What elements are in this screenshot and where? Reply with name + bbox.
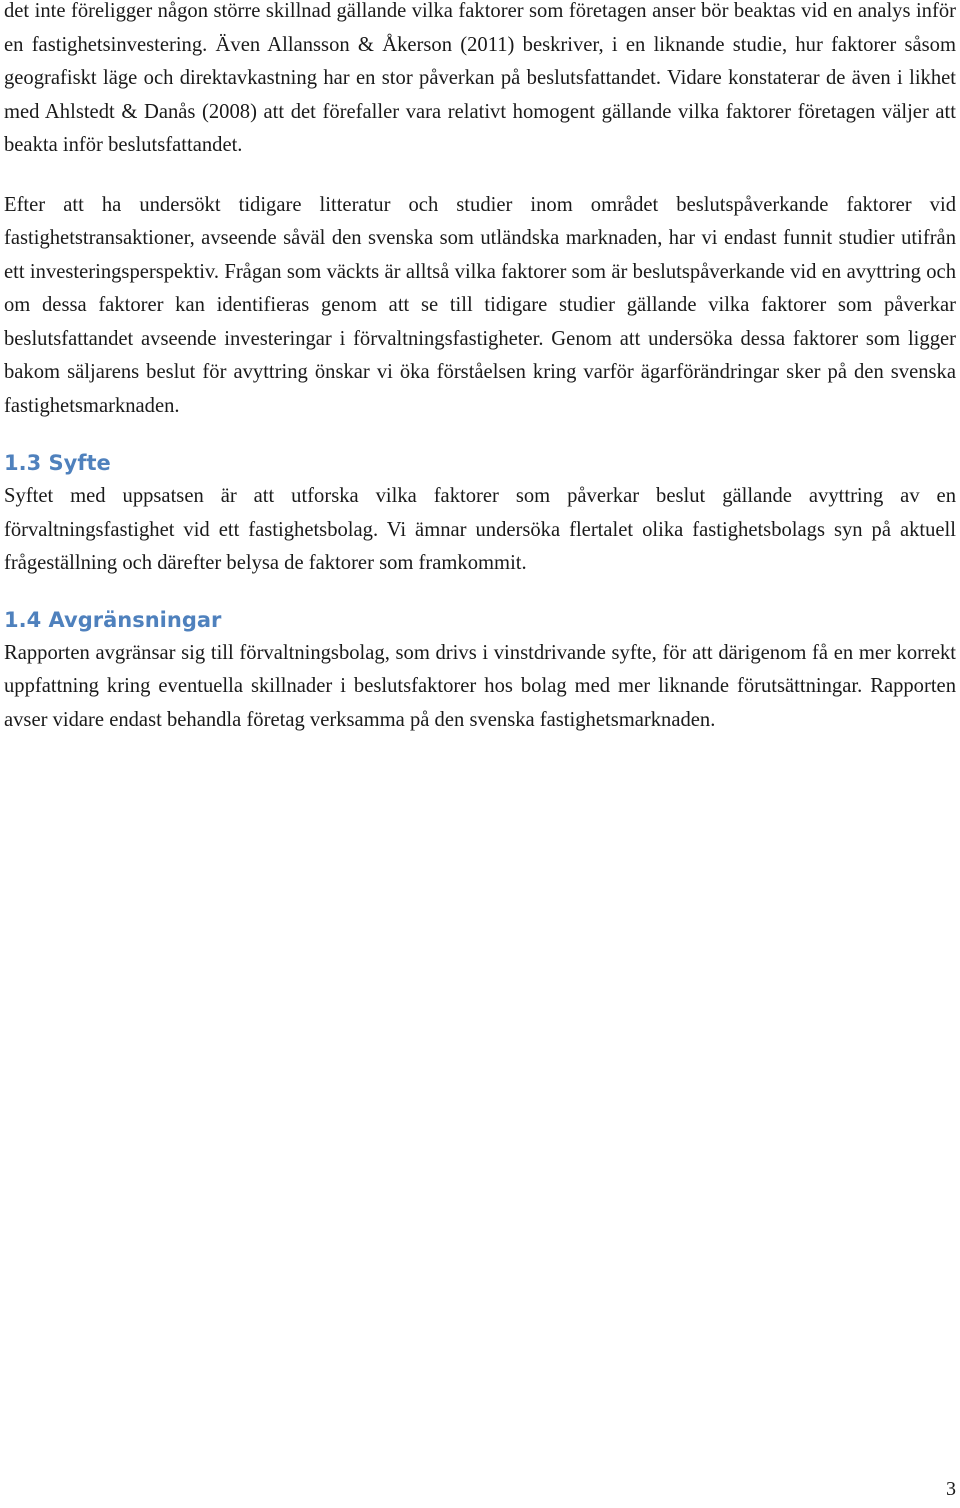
- section-body-avgransningar: Rapporten avgränsar sig till förvaltningsbolag, som drivs i vinstdrivande syfte, för att därigenom få en mer korrekt uppfattning kring eventuella skillnader i beslutsfaktorer hos bolag med mer liknande förutsättningar. Rapporten avser vidare endast behandla företag verksamma på den svenska fastighetsmarknaden.: [4, 641, 956, 731]
- body-paragraph: det inte föreligger någon större skillnad gällande vilka faktorer som företagen anser bör beaktas vid en analys inför en fastighetsinvestering. Även Allansson & Åkerson (2011) beskriver, i en liknande studie, hur faktorer såsom geografiskt läge och direktavkastning har en stor påverkan på beslutsfattandet. Vidare konstaterar de även i likhet med Ahlstedt & Danås (2008) att det förefaller vara relativt homogent gällande vilka faktorer företagen väljer att beakta inför beslutsfattandet.: [4, 0, 956, 156]
- section-heading-avgransningar: 1.4 Avgränsningar: [4, 607, 222, 632]
- section-body-syfte: Syftet med uppsatsen är att utforska vilka faktorer som påverkar beslut gällande avyttring av en förvaltningsfastighet vid ett fastighetsbolag. Vi ämnar undersöka flertalet olika fastighetsbolags syn på aktuell frågeställning och därefter belysa de faktorer som framkommit.: [4, 485, 956, 574]
- page-number: 3: [946, 1478, 956, 1500]
- body-paragraph: Efter att ha undersökt tidigare litteratur och studier inom området beslutspåverkande faktorer vid fastighetstransaktioner, avseende såväl den svenska som utländska marknaden, har vi endast funnit studier utifrån ett investeringsperspektiv. Frågan som väckts är alltså vilka faktorer som är beslutspåverkande vid en avyttring och om dessa faktorer kan identifieras genom att se till tidigare studier gällande vilka faktorer som påverkar beslutsfattandet avseende investeringar i förvaltningsfastigheter. Genom att undersöka dessa faktorer som ligger bakom säljarens beslut för avyttring önskar vi öka förståelsen kring varför ägarförändringar sker på den svenska fastighetsmarknaden.: [4, 193, 956, 417]
- section-heading-syfte: 1.3 Syfte: [4, 451, 111, 475]
- document-page: [4, 0, 956, 737]
